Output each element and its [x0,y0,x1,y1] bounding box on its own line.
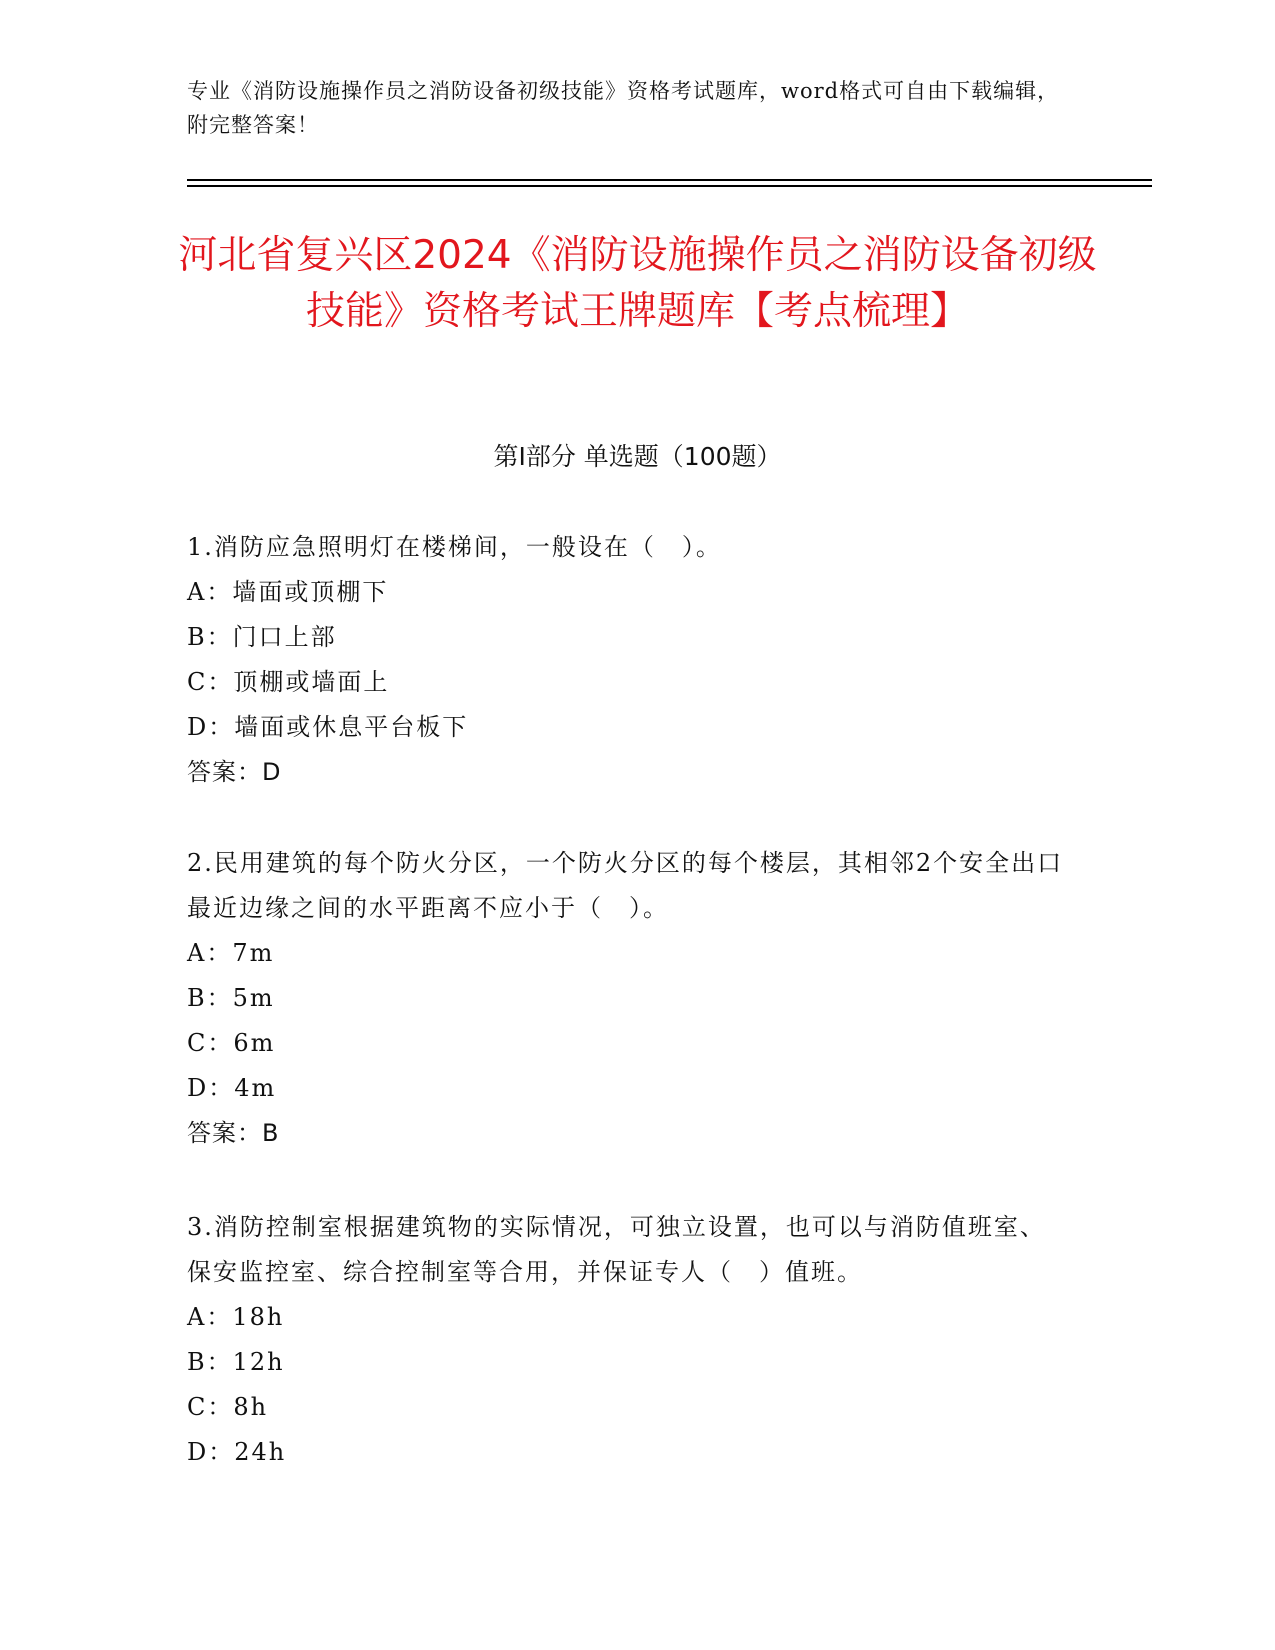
option-a: A：墙面或顶棚下 [187,578,389,606]
question-stem: 2.民用建筑的每个防火分区，一个防火分区的每个楼层，其相邻2个安全出口最近边缘之间的水平距离不应小于（ ）。 [187,849,1064,922]
section-heading: 第I部分 单选题（100题） [493,442,782,471]
question-stem: 3.消防控制室根据建筑物的实际情况，可独立设置，也可以与消防值班室、保安监控室、综合控制室等合用，并保证专人（ ）值班。 [187,1213,1046,1286]
header-divider-bottom [187,185,1152,187]
option-b: B：5m [187,984,275,1012]
option-c: C：8h [187,1393,269,1421]
answer: 答案：D [187,758,282,786]
option-b: B：门口上部 [187,623,337,651]
option-a: A：18h [187,1303,285,1331]
option-d: D：4m [187,1074,277,1102]
option-c: C：顶棚或墙面上 [187,668,390,696]
option-d: D：墙面或休息平台板下 [187,713,469,741]
option-b: B：12h [187,1348,285,1376]
question-stem: 1.消防应急照明灯在楼梯间，一般设在（ ）。 [187,533,722,561]
question-1 [187,525,1067,795]
document-title: 河北省复兴区2024《消防设施操作员之消防设备初级技能》资格考试王牌题库【考点梳理】 [178,233,1097,334]
option-a: A：7m [187,939,275,967]
answer: 答案：B [187,1119,280,1147]
question-3 [187,1205,1067,1475]
header-note: 专业《消防设施操作员之消防设备初级技能》资格考试题库，word格式可自由下载编辑，附完整答案！ [187,79,1060,137]
option-c: C：6m [187,1029,276,1057]
header-divider-top [187,179,1152,181]
question-2 [187,841,1067,1156]
option-d: D：24h [187,1438,287,1466]
